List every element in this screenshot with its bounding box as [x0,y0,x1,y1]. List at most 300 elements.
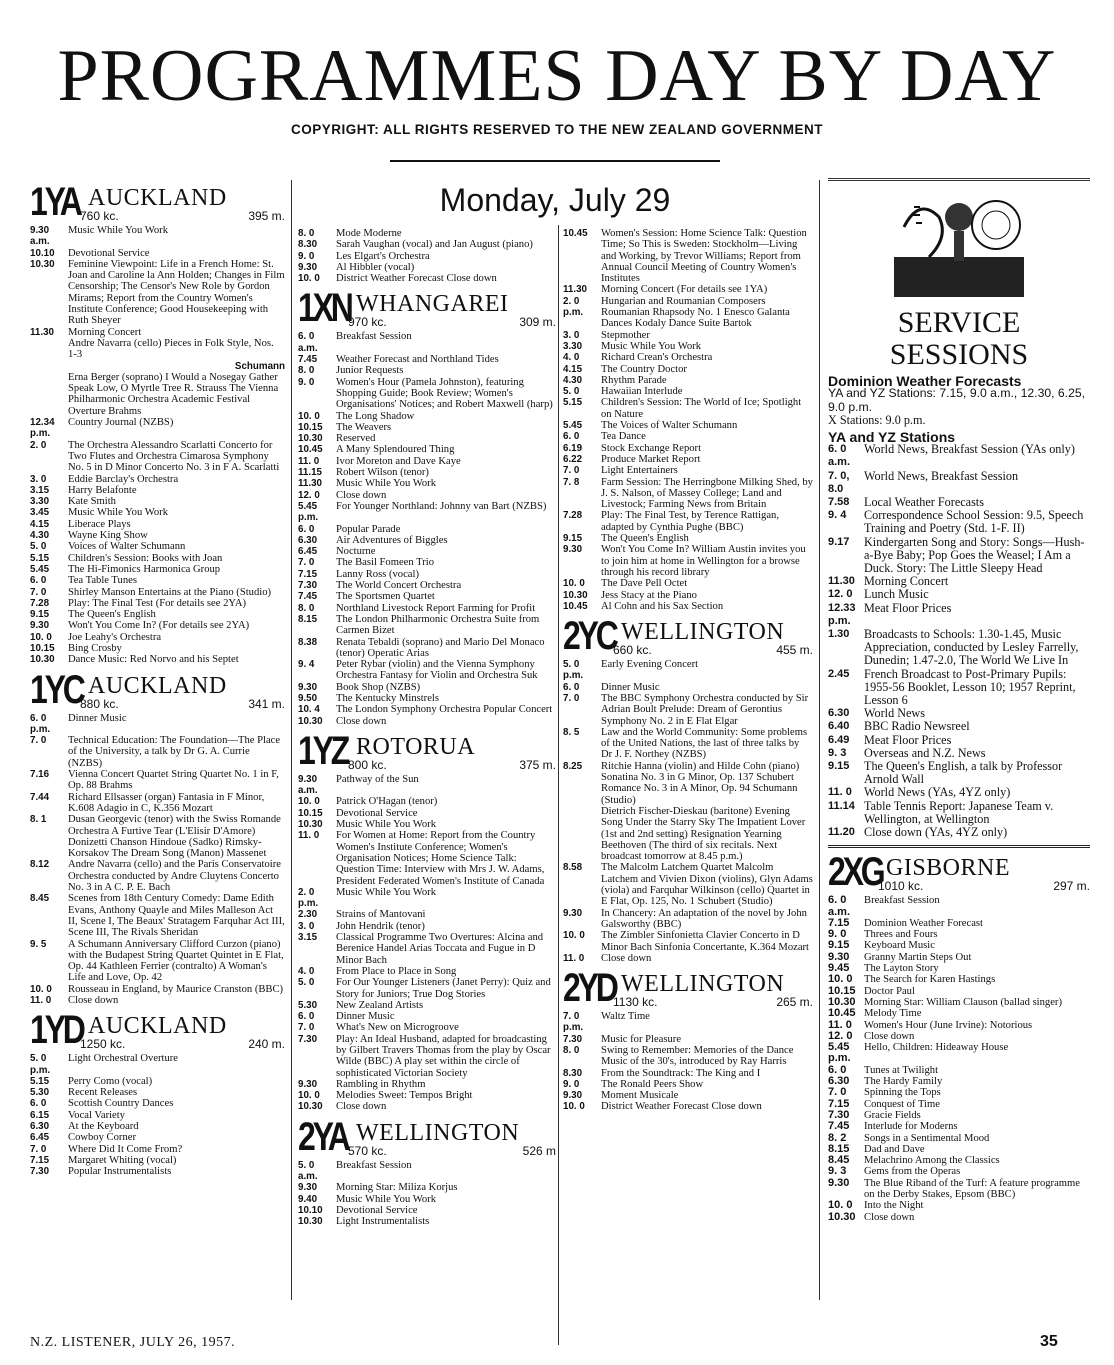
station-frequency [348,759,556,771]
programme-time: 8.15 [298,613,318,625]
programme-title: Early Evening Concert [601,659,699,671]
programme-time: 5.45 [563,420,583,432]
programme-time: 7.58 [828,496,850,509]
programme-title: The Voices of Walter Schumann [601,420,738,432]
programme-time: 11.14 [828,799,855,812]
programme-title: Local Weather Forecasts [864,495,984,510]
programme-time: 7.28 [30,597,50,609]
programme-entry [828,602,1090,628]
programme-time: 10.15 [30,642,55,654]
programme-title: Women's Session: Home Science Talk: Question Time; So This is Sweden: Stockholm—Living and Working, by Trevor Williams; Report from Annual Council Meeting of Country Women's Institutes [601,228,807,285]
programme-time: 9. 4 [298,659,315,671]
service-list [828,443,1090,839]
programme-time: 12. 0 [828,1029,853,1042]
programme-time: 9.30 [298,261,318,273]
station-header [298,728,556,773]
programme-entry [30,735,285,769]
programme-entry [298,659,556,682]
programme-entry [563,908,813,931]
programme-entry [563,601,813,612]
programme-entry [298,909,556,920]
programme-time: 7. 0 [30,586,47,598]
station-frequency [878,880,1090,892]
programme-entry [298,1079,556,1090]
programme-entry [563,330,813,341]
programme-title: Country Journal (NZBS) [68,417,174,429]
programme-title: Vocal Variety [68,1109,125,1121]
programme-time: 7.44 [30,791,50,803]
programme-time: 9.45 [828,962,850,975]
programme-title: Music While You Work [601,340,701,352]
programme-entry [30,530,285,541]
programme-title: Morning Concert (For details see 1YA) [601,284,768,296]
programme-entry [30,248,285,259]
programme-title: Keyboard Music [864,940,935,952]
programme-time: 8.30 [563,1067,583,1079]
programme-title: From Place to Place in Song [336,965,457,977]
programme-time: 6. 0 [563,681,580,693]
programme-time: 6. 0 [298,1011,315,1023]
programme-time: 11.20 [828,826,855,839]
programme-entry [298,1034,556,1079]
programme-time: 3. 0 [563,329,580,341]
programme-time: 10.30 [30,258,55,270]
programme-time: 5. 0 [298,977,315,989]
programme-time: 9. 4 [828,509,847,522]
programme-time: 9.15 [30,609,50,621]
programme-entry [563,1101,813,1112]
programme-title: The Search for Karen Hastings [864,974,996,986]
programme-time: 3. 0 [298,920,315,932]
programme-title: Nocturne [336,546,376,558]
programme-time: 12.33 p.m. [828,601,856,627]
station-name: AUCKLAND [88,672,227,699]
programme-title: Wayne King Show [68,530,148,542]
programme-title: Kindergarten Song and Story: Songs—Hush-a-Bye Baby; Pop Goes the Weasel; I Am a Duck. Story: The Little Sleepy Head [864,534,1085,576]
programme-time: 10. 0 [828,1199,853,1212]
column-divider [819,180,820,1300]
programme-time: 10.45 [828,1007,856,1020]
programme-time: 3.30 [30,496,50,508]
programme-time: 9.50 [298,692,318,704]
programme-title: Law and the World Community: Some problems of the United Nations, the last of three talks by Dr J. F. Northey (NZBS) [601,726,808,761]
programme-time: 8.25 [563,760,583,772]
programme-title: Light Orchestral Overture [68,1053,179,1065]
programme-entry [828,1076,1090,1087]
programme-title: Music While You Work [336,478,436,490]
programme-title: A Many Splendoured Thing [336,444,455,456]
programme-entry [30,643,285,654]
programme-title: Hungarian and Roumanian Composers Roumanian Rhapsody No. 1 Enesco Galanta Dances Kodaly Dance Suite Bartok [601,295,790,330]
programme-title: Ritchie Hanna (violin) and Hilde Cohn (piano) Sonatina No. 3 in G Minor, Op. 137 Schubert Romance No. 3 in A Minor, Op. 94 Schumann (Studio) [601,760,800,806]
programme-title: Harry Belafonte [68,484,137,496]
programme-title: Popular Instrumentalists [68,1166,172,1178]
date-heading: Monday, July 29 [439,182,671,218]
programme-title: Granny Martin Steps Out [864,951,972,963]
programme-entry [30,485,285,496]
programme-time: 11.30 [298,478,322,490]
programme-entry [828,443,1090,469]
programme-entry [30,1098,285,1109]
programme-time: 6.40 [828,720,850,733]
station-frequency [80,210,285,222]
station-callsign: 1XN [298,286,351,331]
programme-title: Rhythm Parade [601,374,667,386]
programme-title: Strains of Mantovani [336,909,426,921]
column-3 [563,228,813,1308]
copyright-notice: COPYRIGHT: ALL RIGHTS RESERVED TO THE NEW ZEALAND GOVERNMENT [290,122,824,137]
programme-title: Patrick O'Hagan (tenor) [336,796,438,808]
programme-title: Scenes from 18th Century Comedy: Dame Edith Evans, Anthony Quayle and Miles Malleson Act II, Scene I, The Beaux' Stratagem Farquhar Act III, Scene III, The Rivals Sheridan [68,893,285,939]
service-title-2: SESSIONS [889,338,1029,371]
programme-title: Kate Smith [68,496,116,508]
programme-time: 10. 0 [298,1090,320,1102]
column-1 [30,178,285,1308]
programme-time: 10.15 [298,807,323,819]
programme-time: 3.30 [563,340,583,352]
programme-time: 9.30 [298,681,318,693]
programme-title: Cowboy Corner [68,1132,136,1144]
programme-entry [563,806,813,862]
programme-entry [30,541,285,552]
programme-time: 7.15 [30,1154,50,1166]
programme-title: World News, Breakfast Session (YAs only) [864,442,1075,457]
programme-time: 7.45 [298,354,318,366]
programme-entry [298,591,556,602]
publication-footer: N.Z. LISTENER, JULY 26, 1957. [30,1335,236,1350]
programme-time: 3.15 [30,484,50,496]
programme-title: Lunch Music [864,587,929,602]
programme-entry [30,372,285,417]
programme-title: Al Hibbler (vocal) [336,261,415,273]
programme-title: Breakfast Session [864,895,940,907]
programme-title: Andre Navarra (cello) Pieces in Folk Style, Nos. 1-3 [68,337,274,361]
programme-title: Robert Wilson (tenor) [336,467,429,479]
programme-entry [298,467,556,478]
programme-time: 6. 0 [30,575,47,587]
programme-entry [563,533,813,544]
programme-title: French Broadcast to Post-Primary Pupils: 1955-56 Booklet, Lesson 10; 1957 Reprint, Lesson 6 [864,666,1076,708]
programme-time: 9. 3 [828,746,847,759]
programme-entry [30,1121,285,1132]
programme-title: Into the Night [864,1200,924,1212]
column-divider [291,180,292,1300]
programme-title: Close down (YAs, 4YZ only) [864,825,1008,840]
station-header [30,667,285,712]
programme-entry [298,966,556,977]
programme-time: 5.30 [30,1087,50,1099]
programme-title: Swing to Remember: Memories of the Dance Music of the 30's, introduced by Ray Harris [601,1045,794,1068]
programme-title: The Hi-Fimonics Harmonica Group [68,563,221,575]
programme-title: Richard Crean's Orchestra [601,352,713,364]
programme-title: Hawaiian Interlude [601,386,683,398]
programme-time: 7.15 [828,1097,850,1110]
programme-time: 10.45 [298,444,323,456]
programme-entry [828,1155,1090,1166]
programme-time: 9. 0 [828,928,847,941]
programme-time: 2.30 [298,909,318,921]
programme-entry [30,713,285,736]
programme-entry [30,1053,285,1076]
programme-entry [30,225,285,248]
programme-title: Children's Session: The World of Ice; Spotlight on Nature [601,397,802,420]
programme-time: 9.17 [828,535,850,548]
programme-entry [828,588,1090,601]
programme-entry [298,262,556,273]
programme-entry [298,614,556,637]
composer-credit: Schumann [234,360,285,372]
programme-title: Gracie Fields [864,1109,921,1121]
programme-entry [298,808,556,819]
programme-entry [563,465,813,476]
programme-entry [828,628,1090,668]
programme-entry [30,496,285,507]
programme-title: Reserved [336,433,376,445]
programme-entry [828,1031,1090,1042]
programme-time: 4.30 [30,530,50,542]
programme-title: Air Adventures of Biggles [336,534,448,546]
programme-title: Sarah Vaughan (vocal) and Jan August (piano) [336,239,533,251]
programme-time: 3.15 [298,932,318,944]
programme-title: Pathway of the Sun [336,773,419,785]
programme-title: Dinner Music [601,681,660,693]
programme-entry [563,930,813,953]
programme-entry [30,1144,285,1155]
column-divider [558,225,559,1345]
programme-title: Erna Berger (soprano) I Would a Nosegay Gather Speak Low, O Myrtle Tree R. Strauss The Vienna Philharmonic Orchestra Academic Festival Overture Brahms [68,371,279,417]
programme-title: Mode Moderne [336,228,402,239]
programme-entry [30,654,285,665]
programme-time: 10. 4 [298,704,320,716]
station-name-block [80,186,285,222]
programme-title: Hello, Children: Hideaway House [864,1042,1009,1054]
programme-title: Dad and Dave [864,1143,925,1155]
programme-title: Spinning the Tops [864,1087,941,1099]
programme-title: Light Entertainers [601,465,678,477]
programme-title: World News [864,706,925,721]
programme-time: 4.30 [563,374,583,386]
programme-entry [563,659,813,682]
programme-time: 7. 0 [298,557,315,569]
programme-entry [828,963,1090,974]
programme-entry [298,1090,556,1101]
programme-entry [828,760,1090,786]
programme-title: Renata Tebaldi (soprano) and Mario Del Monaco (tenor) Operatic Arias [336,636,545,659]
programme-entry [30,417,285,440]
station-wavelength: 297 m. [1053,879,1090,894]
programme-entry [563,544,813,578]
programme-title: New Zealand Artists [336,999,424,1011]
programme-entry [30,575,285,586]
programme-entry [563,341,813,352]
programme-title: Popular Parade [336,523,401,535]
programme-time: 9.30 [563,1090,583,1102]
programme-entry [563,1068,813,1079]
programme-time: 11. 0 [298,830,320,842]
programme-time: 11. 0 [30,995,52,1006]
station-wavelength: 395 m. [248,209,285,223]
programme-entry [828,997,1090,1008]
programme-title: Al Cohn and his Sax Section [601,600,724,612]
programme-entry [298,796,556,807]
programme-title: Threes and Fours [864,929,938,941]
programme-entry [298,977,556,1000]
programme-entry [563,477,813,511]
programme-entry [828,826,1090,839]
programme-time: 10.30 [298,433,323,445]
programme-time: 8.15 [828,1142,850,1155]
programme-time: 9. 0 [298,376,315,388]
programme-title: Morning Star: William Clauson (ballad singer) [864,996,1062,1008]
programme-time: 10.45 [563,600,588,612]
programme-entry [563,431,813,442]
programme-entry [828,1144,1090,1155]
programme-entry [30,984,285,995]
programme-title: Women's Hour (June Irvine): Notorious [864,1019,1033,1031]
programme-title: Morning Star: Miliza Korjus [336,1182,458,1194]
programme-title: Jess Stacy at the Piano [601,589,697,601]
station-kc: 1130 kc. [613,995,658,1010]
programme-title: The Sportsmen Quartet [336,591,435,603]
programme-entry [30,1166,285,1177]
programme-entry [828,1008,1090,1019]
station-name-block [80,674,285,710]
programme-time: 8. 0 [298,228,315,239]
programme-time: 8. 1 [30,814,47,826]
programme-title: Classical Programme Two Overtures: Alcina and Berenice Handel Arias Toccata and Fugue in D Minor Bach [336,932,544,966]
station-name-block [80,1014,285,1050]
programme-entry [828,786,1090,799]
programme-entry [298,1101,556,1112]
programme-time: 10.30 [298,1216,323,1228]
programme-entry [298,704,556,715]
programme-title: Close down [864,1211,915,1223]
programme-time: 5.15 [30,1075,50,1087]
programme-title: Meat Floor Prices [864,600,952,615]
station-header [828,850,1090,895]
weather-line: YA and YZ Stations: 7.15, 9.0 a.m., 12.30, 6.25, 9.0 p.m. [828,386,1086,414]
station-header [298,286,556,331]
programme-title: The London Symphony Orchestra Popular Concert [336,704,553,716]
programme-time: 2. 0 [30,439,47,451]
programme-entry [30,1087,285,1098]
station-name: GISBORNE [886,855,1011,882]
station-callsign: 1YZ [298,728,348,773]
programme-entry [298,377,556,411]
programme-time: 4. 0 [298,965,315,977]
programme-time: 7. 8 [563,476,580,488]
programme-entry [828,895,1090,918]
programme-title: Margaret Whiting (vocal) [68,1154,177,1166]
programme-entry [828,1212,1090,1223]
programme-time: 8. 2 [828,1131,847,1144]
station-name-block [613,972,813,1008]
programme-entry [298,478,556,489]
programme-entry [828,470,1090,496]
programme-time: 6.22 [563,453,583,465]
programme-time: 9.30 [563,544,583,556]
station-frequency [613,644,813,656]
station-name: WELLINGTON [621,971,785,998]
programme-title: The Queen's English, a talk by Professor Arnold Wall [864,759,1063,787]
programme-time: 9.30 [298,1182,318,1194]
programme-entry [30,553,285,564]
programme-title: Liberace Plays [68,518,131,530]
programme-entry [563,693,813,727]
station-wavelength: 526 m [522,1143,556,1158]
programme-title: Women's Hour (Pamela Johnston), featuring Shopping Guide; Book Review; Women's Organisations' Notices; and Robert Maxwell (harp) [336,376,553,411]
programme-title: Meat Floor Prices [864,732,952,747]
station-name: ROTORUA [356,733,476,760]
programme-time: 10.45 [563,228,588,239]
programme-time: 11. 0 [828,786,852,799]
programme-time: 6. 0 a.m. [828,894,851,918]
programme-title: Won't You Come In? William Austin invites you to join him at home in Wellington for a browse through his record library [601,544,806,578]
programme-title: A Schumann Anniversary Clifford Curzon (piano) with the Budapest String Quartet Quintet in E Flat, Op. 44 Kathleen Ferrier (contralto) A Woman's Life and Love, Op. 42 [68,938,284,984]
programme-title: Devotional Service [336,1204,418,1216]
programme-title: Breakfast Session [336,331,412,343]
programme-entry [563,296,813,330]
programme-time: 7. 0 [828,1086,847,1099]
programme-title: Melachrino Among the Classics [864,1155,1000,1167]
programme-entry [563,1090,813,1101]
programme-title: Rambling in Rhythm [336,1078,426,1090]
programme-entry [563,397,813,420]
weather-line: X Stations: 9.0 p.m. [828,412,926,427]
programme-entry [828,1110,1090,1121]
programme-entry [298,819,556,830]
station-header [30,182,285,222]
programme-time: 7.28 [563,510,583,522]
programme-title: Breakfast Session [336,1159,412,1171]
programme-entry [298,1194,556,1205]
programme-title: The Orchestra Alessandro Scarlatti Concerto for Two Flutes and Orchestra Cimarosa Symphony No. 5 in D Minor Concerto No. 3 in F A. Scarlatti [68,439,280,474]
programme-time: 7.45 [828,1120,850,1133]
programme-title: Children's Session: Books with Joan [68,552,223,564]
programme-title: The Country Doctor [601,363,687,375]
programme-title: The London Philharmonic Orchestra Suite from Carmen Bizet [336,613,540,637]
programme-title: Music While You Work [68,507,168,519]
programme-entry [563,590,813,601]
programme-entry [563,761,813,806]
programme-entry [298,365,556,376]
programme-entry [298,422,556,433]
programme-title: Conquest of Time [864,1098,940,1110]
station-kc: 660 kc. [613,643,652,658]
programme-entry [828,974,1090,985]
programme-title: Technical Education: The Foundation—The Place of the University, a talk by Dr G. A. Currie (NZBS) [68,735,281,769]
programme-time: 9.30 a.m. [298,773,318,797]
programme-title: Dusan Georgevic (tenor) with the Swiss Romande Orchestra A Furtive Tear (L'Elisir D'Amore) Donizetti Chanson Hindoue (Sadko) Rimsky-Korsakov The Dream Song (Manon) Massenet [68,814,281,860]
programme-time: 10. 0 [563,930,585,942]
station-frequency [613,996,813,1008]
programme-title: What's New on Microgroove [336,1022,459,1034]
programme-title: At the Keyboard [68,1121,139,1133]
programme-title: For Our Younger Listeners (Janet Perry): Quiz and Story for Juniors; True Dog Stories [336,977,551,1000]
programme-entry [563,578,813,589]
programme-time: 8.30 [298,239,318,251]
programme-title: Richard Ellsasser (organ) Fantasia in F Minor, K.608 Adagio in C, K.356 Mozart [68,791,265,814]
programme-time: 9.15 [828,760,850,773]
programme-entry [298,1022,556,1033]
programme-title: Vienna Concert Quartet String Quartet No. 1 in F, Op. 88 Brahms [68,769,279,792]
programme-entry [30,893,285,938]
programme-entry [298,1000,556,1011]
programme-title: Morning Concert [864,574,949,589]
programme-time: 9.15 [563,533,583,545]
programme-time: 6. 0 p.m. [30,712,51,735]
programme-time: 7. 0 [30,1143,47,1155]
